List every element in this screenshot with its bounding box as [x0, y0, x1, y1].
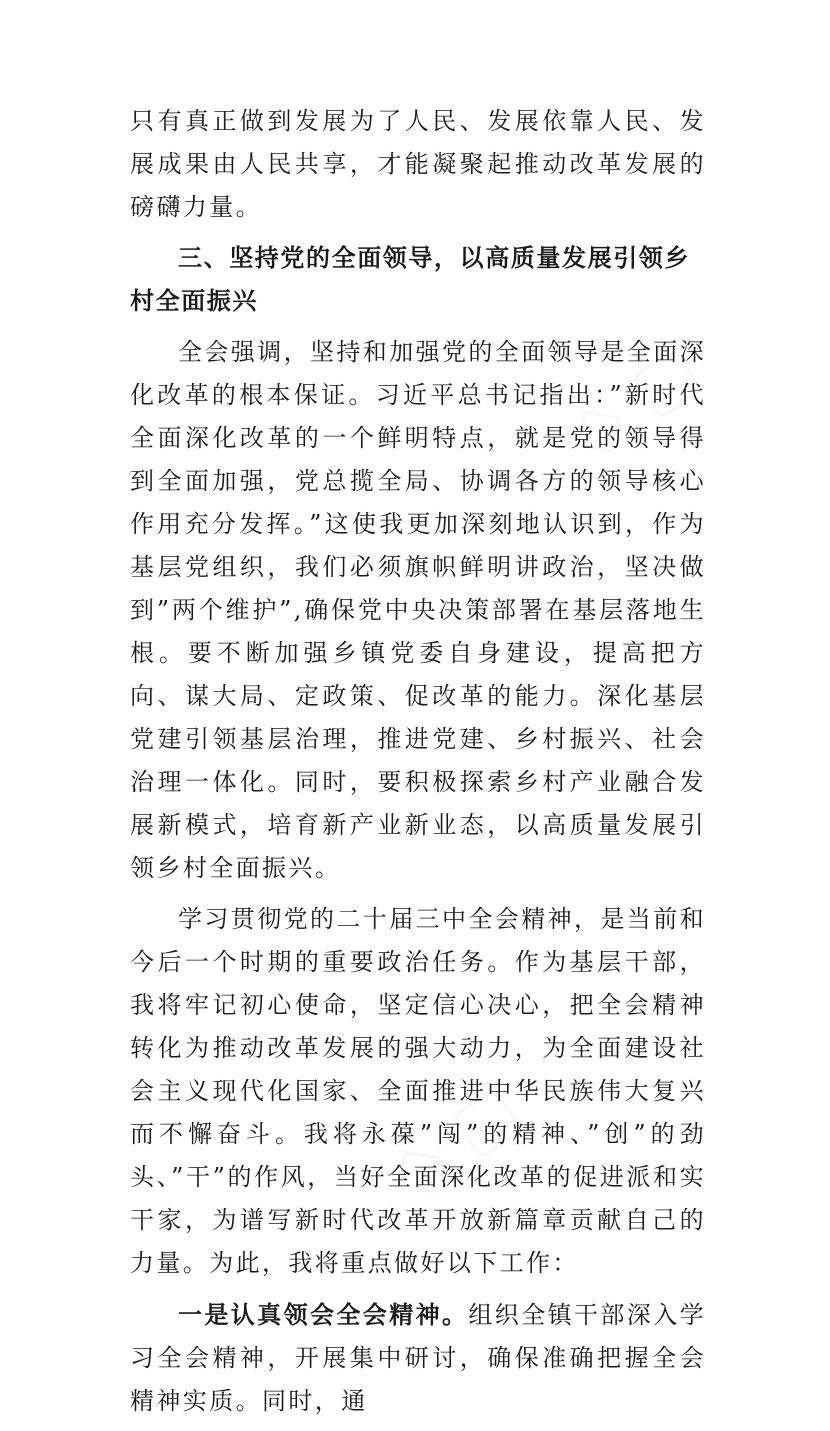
paragraph-continuation: 只有真正做到发展为了人民、发展依靠人民、发展成果由人民共享，才能凝聚起推动改革发展的磅礴力量。: [130, 107, 706, 221]
document-body: [130, 100, 706, 1431]
paragraph-leadership: 全会强调，坚持和加强党的全面领导是全面深化改革的根本保证。习近平总书记指出：”新时代全面深化改革的一个鲜明特点，就是党的领导得到全面加强，党总揽全局、协调各方的领导核心作用充分发挥。”这使我更加深刻地认识到，作为基层党组织，我们必须旗帜鲜明讲政治，坚决做到”两个维护”,确保党中央决策部署在基层落地生根。要不断加强乡镇党委自身建设，提高把方向、谋大局、定政策、促改革的能力。深化基层党建引领基层治理，推进党建、乡村振兴、社会治理一体化。同时，要积极探索乡村产业融合发展新模式，培育新产业新业态，以高质量发展引领乡村全面振兴。: [130, 338, 706, 882]
task-one-lead: 一是认真领会全会精神。: [178, 1300, 469, 1329]
task-one-body: 组织全镇干部深入学习全会精神，开展集中研讨，确保准确把握全会精神实质。同时，通: [130, 1301, 707, 1415]
watermark: ◇ ▢: [549, 326, 715, 476]
paragraph-study: 学习贯彻党的二十届三中全会精神，是当前和今后一个时期的重要政治任务。作为基层干部，我将牢记初心使命，坚定信心决心，把全会精神转化为推动改革发展的强大动力，为全面建设社会主义现代化国家、全面推进中华民族伟大复兴而不懈奋斗。我将永葆”闯”的精神、”创”的劲头、”干”的作风，当好全面深化改革的促进派和实干家，为谱写新时代改革开放新篇章贡献自己的力量。为此，我将重点做好以下工作：: [130, 905, 706, 1277]
watermark: ◇ ▢: [369, 1066, 535, 1216]
paragraph-task-one: [130, 1293, 706, 1423]
section-heading: 三、坚持党的全面领导，以高质量发展引领乡村全面振兴: [130, 244, 690, 315]
